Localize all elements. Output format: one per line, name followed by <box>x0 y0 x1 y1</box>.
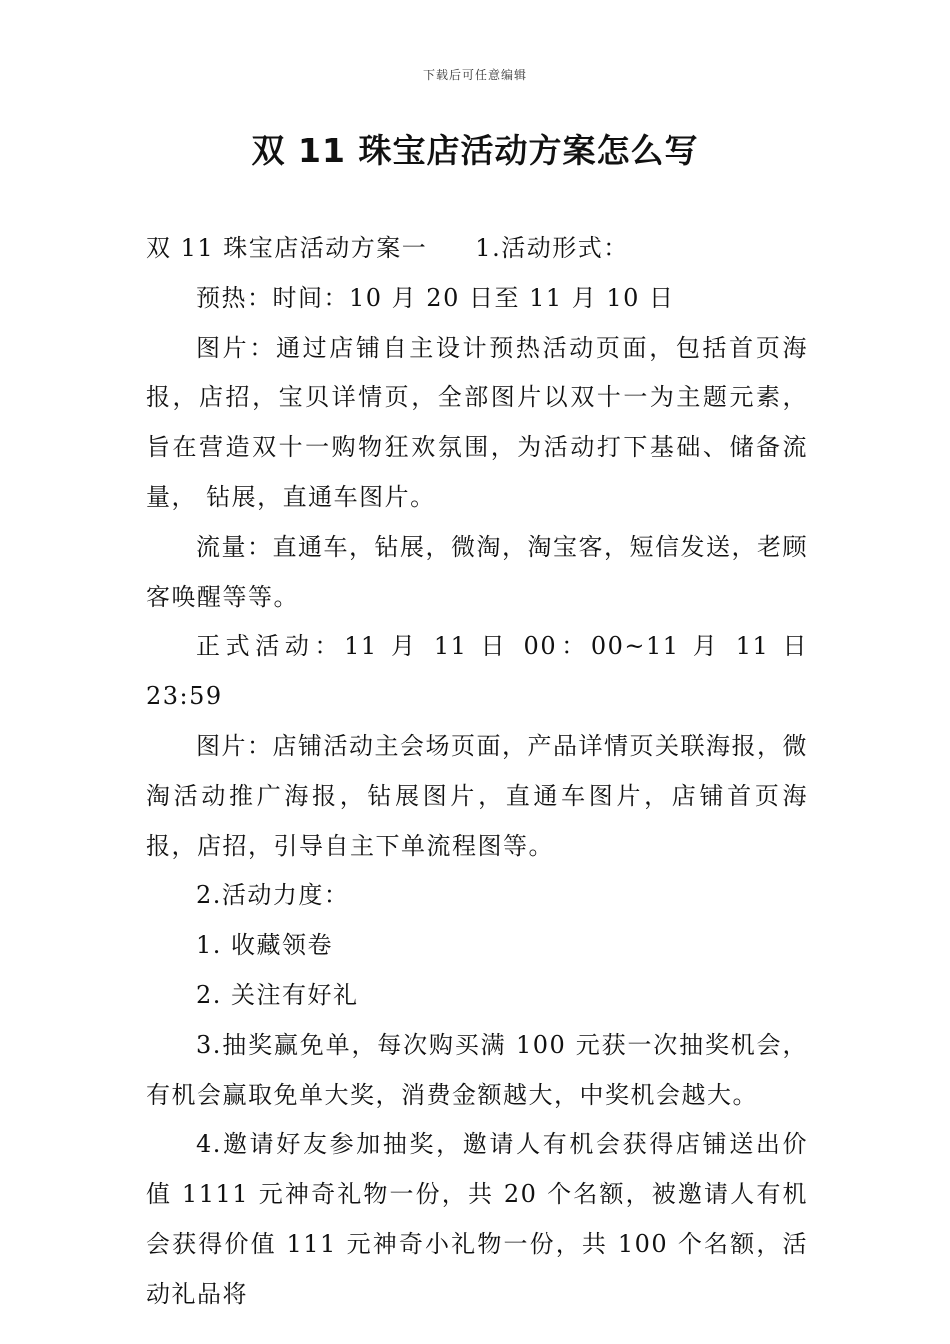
paragraph-preheat-time: 预热：时间：10 月 20 日至 11 月 10 日 <box>196 283 675 312</box>
section-heading-intensity: 2.活动力度： <box>196 881 350 910</box>
list-item-lottery: 3.抽奖赢免单，每次购买满 100 元获一次抽奖机会，有机会赢取免单大奖，消费金额越大，中奖机会越大。 <box>146 1030 808 1109</box>
header-note: 下载后可任意编辑 <box>422 68 527 82</box>
paragraph-traffic: 流量：直通车，钻展，微淘，淘宝客，短信发送，老顾客唤醒等等。 <box>146 532 808 611</box>
list-item-collect-coupon: 1. 收藏领卷 <box>196 931 334 960</box>
plan-heading: 双 11 珠宝店活动方案一 <box>146 234 428 262</box>
section-heading-activity-form: 1.活动形式： <box>475 234 629 262</box>
list-item-invite-friends: 4.邀请好友参加抽奖，邀请人有机会获得店铺送出价值 1111 元神奇礼物一份，共 20 个名额，被邀请人有机会获得价值 111 元神奇小礼物一份，共 100 个名额，活动礼品将 <box>146 1130 808 1308</box>
document-title: 双 11 珠宝店活动方案怎么写 <box>251 131 699 170</box>
paragraph-official-images: 图片：店铺活动主会场页面，产品详情页关联海报，微淘活动推广海报，钻展图片，直通车图片，店铺首页海报，店招，引导自主下单流程图等。 <box>146 731 808 860</box>
paragraph-official-time: 正式活动：11 月 11 日 00：00~11 月 11 日 23:59 <box>146 632 808 711</box>
paragraph-intro <box>146 224 808 274</box>
list-item-follow-gift: 2. 关注有好礼 <box>196 980 359 1009</box>
paragraph-preheat-images: 图片：通过店铺自主设计预热活动页面，包括首页海报，店招，宝贝详情页，全部图片以双十一为主题元素，旨在营造双十一购物狂欢氛围，为活动打下基础、储备流量， 钻展，直通车图片。 <box>146 333 808 511</box>
document-body <box>146 224 808 1320</box>
